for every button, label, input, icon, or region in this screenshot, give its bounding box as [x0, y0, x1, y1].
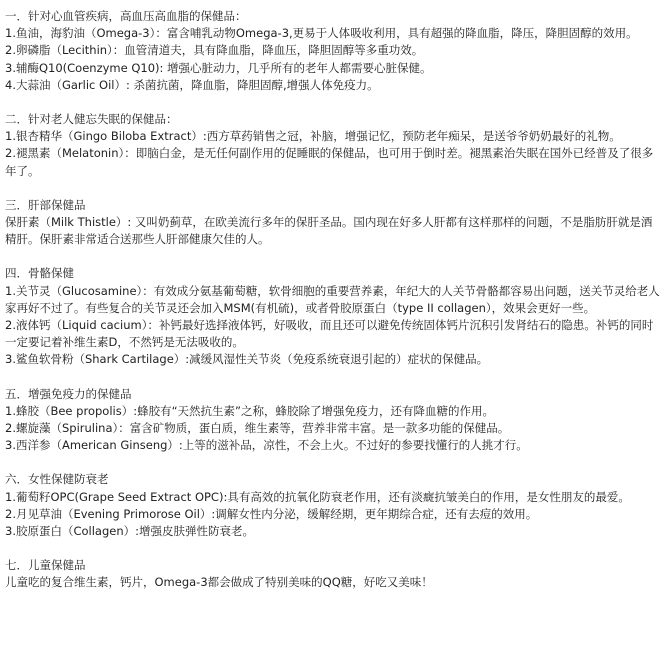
section-immunity — [5, 386, 661, 455]
list-item: 1.葡萄籽OPC(Grape Seed Extract OPC):具有高效的抗氧化防衰老作用，还有淡癍抗皱美白的作用，是女性朋友的最爱。 — [5, 489, 630, 504]
section-liver — [5, 197, 661, 249]
list-item: 2.液体钙（Liquid cacium）：补钙最好选择液体钙，好吸收，而且还可以避免传统固体钙片沉积引发肾结石的隐患。补钙的同时一定要记着补维生素D，不然钙是无法吸收的。 — [5, 318, 654, 350]
section-heading: 三．肝部保健品 — [5, 197, 86, 212]
list-item: 1.关节灵（Glucosamine）：有效成分氨基葡萄糖，软骨细胞的重要营养素，年纪大的人关节骨骼都容易出问题，送关节灵给老人家再好不过了。有些复合的关节灵还会加入MSM(有机硫)，或者骨胶原蛋白（type II collagen），效果会更好一些。 — [5, 283, 660, 315]
section-heading: 四．骨骼保健 — [5, 266, 74, 281]
section-memory-sleep — [5, 111, 661, 180]
section-heading: 五．增强免疫力的保健品 — [5, 386, 132, 401]
list-item: 1.蜂胶（Bee propolis）:蜂胶有“天然抗生素”之称，蜂胶除了增强免疫力，还有降血糖的作用。 — [5, 403, 494, 418]
section-children — [5, 557, 661, 591]
list-item: 2.月见草油（Evening Primorose Oil）:调解女性内分泌，缓解经期，更年期综合症，还有去痘的效用。 — [5, 506, 538, 521]
list-item: 1.鱼油，海豹油（Omega-3）：富含哺乳动物Omega-3,更易于人体吸收利用，具有超强的降血脂，降压，降胆固醇的效用。 — [5, 26, 638, 41]
section-bone — [5, 265, 661, 368]
list-item: 3.鲨鱼软骨粉（Shark Cartilage）:减缓风湿性关节炎（免疫系统衰退引起的）症状的保健品。 — [5, 352, 489, 367]
section-cardiovascular — [5, 8, 661, 94]
section-heading: 七．儿童保健品 — [5, 558, 86, 573]
section-heading: 六．女性保健防衰老 — [5, 472, 109, 487]
list-item: 保肝素（Milk Thistle）: 又叫奶蓟草，在欧美流行多年的保肝圣品。国内现在好多人肝都有这样那样的问题，不是脂肪肝就是酒精肝。保肝素非常适合送那些人肝部健康欠佳的人。 — [5, 215, 653, 247]
section-heading: 二．针对老人健忘失眠的保健品： — [5, 112, 178, 127]
list-item: 1.银杏精华（Gingo Biloba Extract）:西方草药销售之冠，补脑，增强记忆，预防老年痴呆，是送爷爷奶奶最好的礼物。 — [5, 129, 621, 144]
list-item: 3.胶原蛋白（Collagen）:增强皮肤弹性防衰老。 — [5, 524, 255, 539]
list-item: 2.卵磷脂（Lecithin）：血管清道夫，具有降血脂，降血压，降胆固醇等多重功效。 — [5, 43, 424, 58]
section-women — [5, 471, 661, 540]
list-item: 3.辅酶Q10(Coenzyme Q10): 增强心脏动力，几乎所有的老年人都需要心脏保健。 — [5, 60, 432, 75]
list-item: 4.大蒜油（Garlic Oil）: 杀菌抗菌，降血脂，降胆固醇,增强人体免疫力。 — [5, 77, 379, 92]
list-item: 2.褪黑素（Melatonin）：即脑白金，是无任何副作用的促睡眠的保健品，也可用于倒时差。褪黑素治失眠在国外已经普及了很多年了。 — [5, 146, 654, 178]
list-item: 儿童吃的复合维生素，钙片，Omega-3都会做成了特别美味的QQ糖，好吃又美味！ — [5, 575, 433, 590]
section-heading: 一．针对心血管疾病，高血压高血脂的保健品： — [5, 9, 247, 23]
list-item: 2.螺旋藻（Spirulina）：富含矿物质，蛋白质，维生素等，营养非常丰富。是一款多功能的保健品。 — [5, 421, 510, 436]
list-item: 3.西洋参（American Ginseng）:上等的滋补品，凉性，不会上火。不过好的参要找懂行的人挑才行。 — [5, 438, 528, 453]
